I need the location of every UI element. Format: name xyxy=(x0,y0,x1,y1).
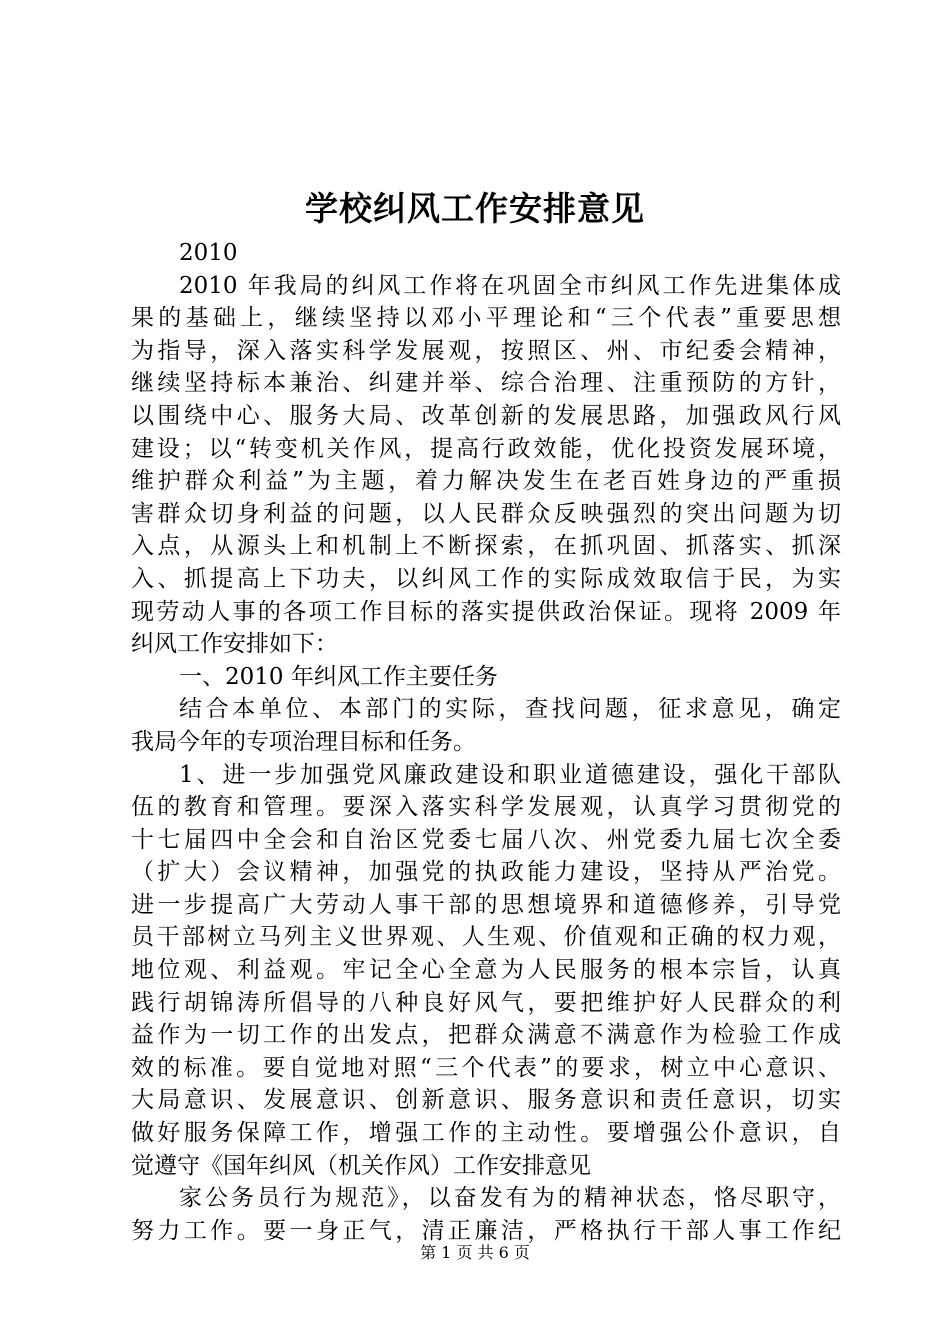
text-line: 入点，从源头上和机制上不断探索，在抓巩固、抓落实、抓深 xyxy=(131,533,841,560)
text-line: 益作为一切工作的出发点，把群众满意不满意作为检验工作成 xyxy=(131,1022,841,1049)
text-line: 伍的教育和管理。要深入落实科学发展观，认真学习贯彻党的 xyxy=(131,794,841,821)
text-line: 家公务员行为规范》，以奋发有为的精神状态，恪尽职守， xyxy=(179,1185,841,1212)
page-footer: 第 1 页 共 6 页 xyxy=(420,1243,530,1262)
text-line: 建设；以“转变机关作风，提高行政效能，优化投资发展环境， xyxy=(131,435,841,462)
text-line: 十七届四中全会和自治区党委七届八次、州党委九届七次全委 xyxy=(131,826,841,853)
text-line: 维护群众利益”为主题，着力解决发生在老百姓身边的严重损 xyxy=(131,468,841,495)
text-line: 继续坚持标本兼治、纠建并举、综合治理、注重预防的方针， xyxy=(131,370,841,397)
text-line: 觉遵守《国年纠风（机关作风）工作安排意见 xyxy=(131,1152,591,1179)
text-line: 效的标准。要自觉地对照“三个代表”的要求，树立中心意识、 xyxy=(131,1054,841,1081)
text-line: 结合本单位、本部门的实际，查找问题，征求意见，确定 xyxy=(179,696,841,723)
text-line: 我局今年的专项治理目标和任务。 xyxy=(131,728,476,755)
text-line: 害群众切身利益的问题，以人民群众反映强烈的突出问题为切 xyxy=(131,500,841,527)
document-body xyxy=(131,237,841,1247)
text-line: 现劳动人事的各项工作目标的落实提供政治保证。现将 2009 年 xyxy=(131,598,841,625)
text-line: 以围绕中心、服务大局、改革创新的发展思路，加强政风行风 xyxy=(131,402,841,429)
text-line: （扩大）会议精神，加强党的执政能力建设，坚持从严治党。 xyxy=(131,859,841,886)
text-line: 果的基础上，继续坚持以邓小平理论和“三个代表”重要思想 xyxy=(131,305,841,332)
text-line: 大局意识、发展意识、创新意识、服务意识和责任意识，切实 xyxy=(131,1087,841,1114)
text-line: 努力工作。要一身正气，清正廉洁，严格执行干部人事工作纪 xyxy=(131,1217,841,1244)
text-line: 地位观、利益观。牢记全心全意为人民服务的根本宗旨，认真 xyxy=(131,957,841,984)
text-line: 员干部树立马列主义世界观、人生观、价值观和正确的权力观， xyxy=(131,924,841,951)
text-line: 2010 年我局的纠风工作将在巩固全市纠风工作先进集体成 xyxy=(179,272,841,299)
text-line: 进一步提高广大劳动人事干部的思想境界和道德修养，引导党 xyxy=(131,891,841,918)
text-line: 入、抓提高上下功夫，以纠风工作的实际成效取信于民，为实 xyxy=(131,565,841,592)
text-line: 2010 xyxy=(179,240,238,266)
text-line: 一、2010 年纠风工作主要任务 xyxy=(179,663,498,690)
text-line: 做好服务保障工作，增强工作的主动性。要增强公仆意识，自 xyxy=(131,1120,841,1147)
document-title: 学校纠风工作安排意见 xyxy=(305,189,645,228)
text-line: 1、进一步加强党风廉政建设和职业道德建设，强化干部队 xyxy=(179,761,841,788)
text-line: 为指导，深入落实科学发展观，按照区、州、市纪委会精神， xyxy=(131,337,841,364)
text-line: 纠风工作安排如下： xyxy=(131,631,338,658)
text-line: 践行胡锦涛所倡导的八种良好风气，要把维护好人民群众的利 xyxy=(131,989,841,1016)
